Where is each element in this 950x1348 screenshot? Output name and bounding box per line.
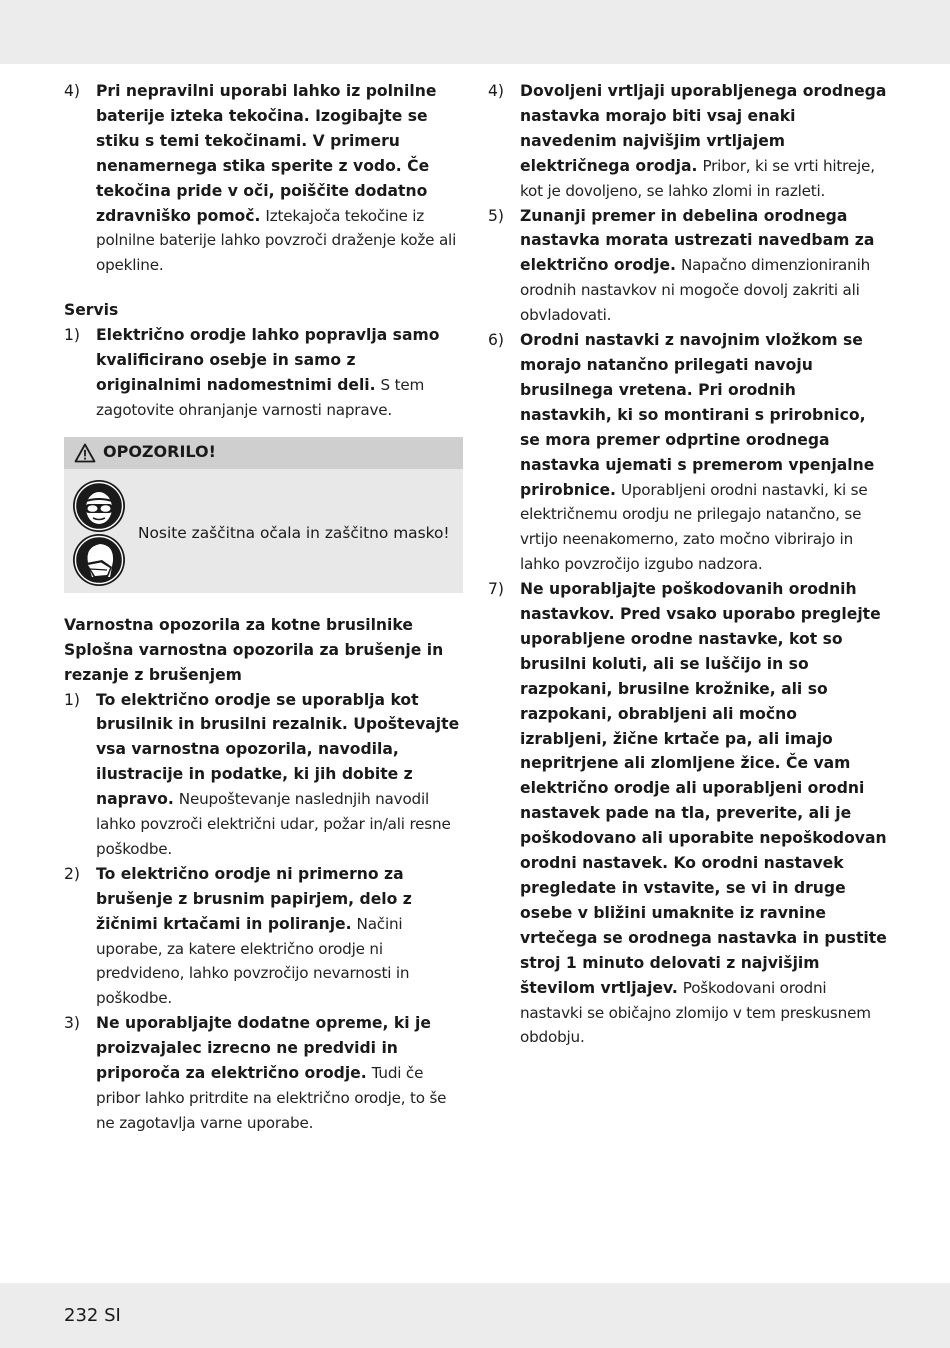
list-item: [64, 79, 464, 278]
list-item: [488, 328, 888, 577]
list-item: [64, 1011, 464, 1136]
list-item: [64, 688, 464, 862]
list-item: [64, 323, 464, 423]
item-bold-text: To električno orodje se uporablja kot brusilnik in brusilni rezalnik. Upoštevajte vsa varnostna opozorila, navodila, ilustracije in podatke, ki jih dobite z napravo.: [96, 690, 460, 809]
warning-text: Nosite zaščitna očala in zaščitno masko!: [138, 523, 450, 542]
warning-box: [64, 437, 463, 593]
section-heading-servis: Servis: [64, 301, 119, 320]
section-heading-angle-grinders: Varnostna opozorila za kotne brusilnike: [64, 615, 413, 634]
header-band: [0, 0, 950, 64]
item-bold-text: Dovoljeni vrtljaji uporabljenega orodnega nastavka morajo biti vsaj enaki navedenim najvišjim vrtljajem električnega orodja.: [520, 82, 887, 175]
item-bold-text: Orodni nastavki z navojnim vložkom se morajo natančno prilegati navoju brusilnega vretena. Pri orodnih nastavkih, ki so montirani s prirobnico, se mora premer odprtine orodnega nastavka ujemati s premerom vpenjalne prirobnice.: [520, 331, 875, 499]
item-normal-text: S tem zagotovite ohranjanje varnosti naprave.: [96, 375, 425, 419]
item-number: 2): [64, 864, 81, 883]
item-bold-text: Ne uporabljajte dodatne opreme, ki je proizvajalec izrecno ne predvidi in priporoča za električno orodje.: [96, 1014, 431, 1083]
warning-title: OPOZORILO!: [103, 442, 216, 462]
footer-band: [0, 1283, 950, 1348]
list-item: [64, 862, 464, 1011]
item-number: 1): [64, 326, 81, 345]
item-normal-text: Poškodovani orodni nastavki se običajno zlomijo v tem preskusnem obdobju.: [520, 978, 871, 1047]
item-normal-text: Iztekajoča tekočine iz polnilne baterije lahko povzroči draženje kože ali opekline.: [96, 206, 457, 275]
right-column: [488, 79, 888, 1050]
safety-goggles-icon: [72, 479, 126, 533]
item-number: 5): [488, 206, 505, 225]
item-bold-text: Zunanji premer in debelina orodnega nastavka morata ustrezati navedbam za električno orodje.: [520, 206, 875, 275]
item-normal-text: Uporabljeni orodni nastavki, ki se električnemu orodju ne prilegajo natančno, se vrtijo neenakomerno, zato močno vibrirajo in lahko povzročijo izgubo nadzora.: [520, 480, 868, 574]
dust-mask-icon: [72, 533, 126, 587]
item-number: 6): [488, 331, 505, 350]
list-item: [488, 79, 888, 204]
item-normal-text: Tudi če pribor lahko pritrdite na električno orodje, to še ne zagotavlja varne uporabe.: [96, 1064, 447, 1132]
warning-body: [64, 469, 463, 593]
item-number: 1): [64, 690, 81, 709]
item-normal-text: Napačno dimenzioniranih orodnih nastavkov ni mogoče dovolj zakriti ali obvladovati.: [520, 256, 871, 325]
item-normal-text: Neupoštevanje naslednjih navodil lahko povzroči električni udar, požar in/ali resne poškodbe.: [96, 790, 451, 858]
section-heading-general-warnings: Splošna varnostna opozorila za brušenje in rezanje z brušenjem: [64, 640, 444, 684]
item-bold-text: Ne uporabljajte poškodovanih orodnih nastavkov. Pred vsako uporabo preglejte uporabljene orodne nastavke, kot so brusilni koluti, ali se luščijo in so razpokani, brusilne krožnike, ali so razpokani, obrabljeni ali močno izrabljeni, žične krtače pa, ali imajo nepritrjene ali zlomljene žice. Če vam električno orodje ali uporabljeni orodni nastavek pade na tla, preverite, ali je poškodovano ali uporabite nepoškodovan orodni nastavek. Ko orodni nastavek pregledate in vstavite, se vi in druge osebe v bližini umaknite iz ravnine vrtečega se orodnega nastavka in pustite stroj 1 minuto delovati z najvišjim številom vrtljajev.: [520, 580, 887, 997]
item-number: 7): [488, 580, 505, 599]
warning-triangle-icon: [74, 443, 96, 463]
item-normal-text: Pribor, ki se vrti hitreje, kot je dovoljeno, se lahko zlomi in razleti.: [520, 156, 875, 200]
left-column: [64, 79, 464, 1136]
item-number: 4): [64, 82, 81, 100]
warning-title-bar: [64, 437, 463, 469]
item-bold-text: Pri nepravilni uporabi lahko iz polnilne baterije izteka tekočina. Izogibajte se stiku s temi tekočinami. V primeru nenamernega stika sperite z vodo. Če tekočina pride v oči, poiščite dodatno zdravniško pomoč.: [96, 82, 437, 225]
item-number: 4): [488, 82, 505, 100]
list-item: [488, 577, 888, 1050]
item-bold-text: To električno orodje ni primerno za brušenje z brusnim papirjem, delo z žičnimi krtačami in poliranje.: [96, 864, 412, 933]
list-item: [488, 204, 888, 329]
item-number: 3): [64, 1014, 81, 1033]
page-number: 232 SI: [64, 1305, 121, 1326]
item-normal-text: Načini uporabe, za katere električno orodje ni predvideno, lahko povzročijo nevarnosti in poškodbe.: [96, 914, 410, 1008]
item-bold-text: Električno orodje lahko popravlja samo kvalificirano osebje in samo z originalnimi nadomestnimi deli.: [96, 326, 440, 394]
